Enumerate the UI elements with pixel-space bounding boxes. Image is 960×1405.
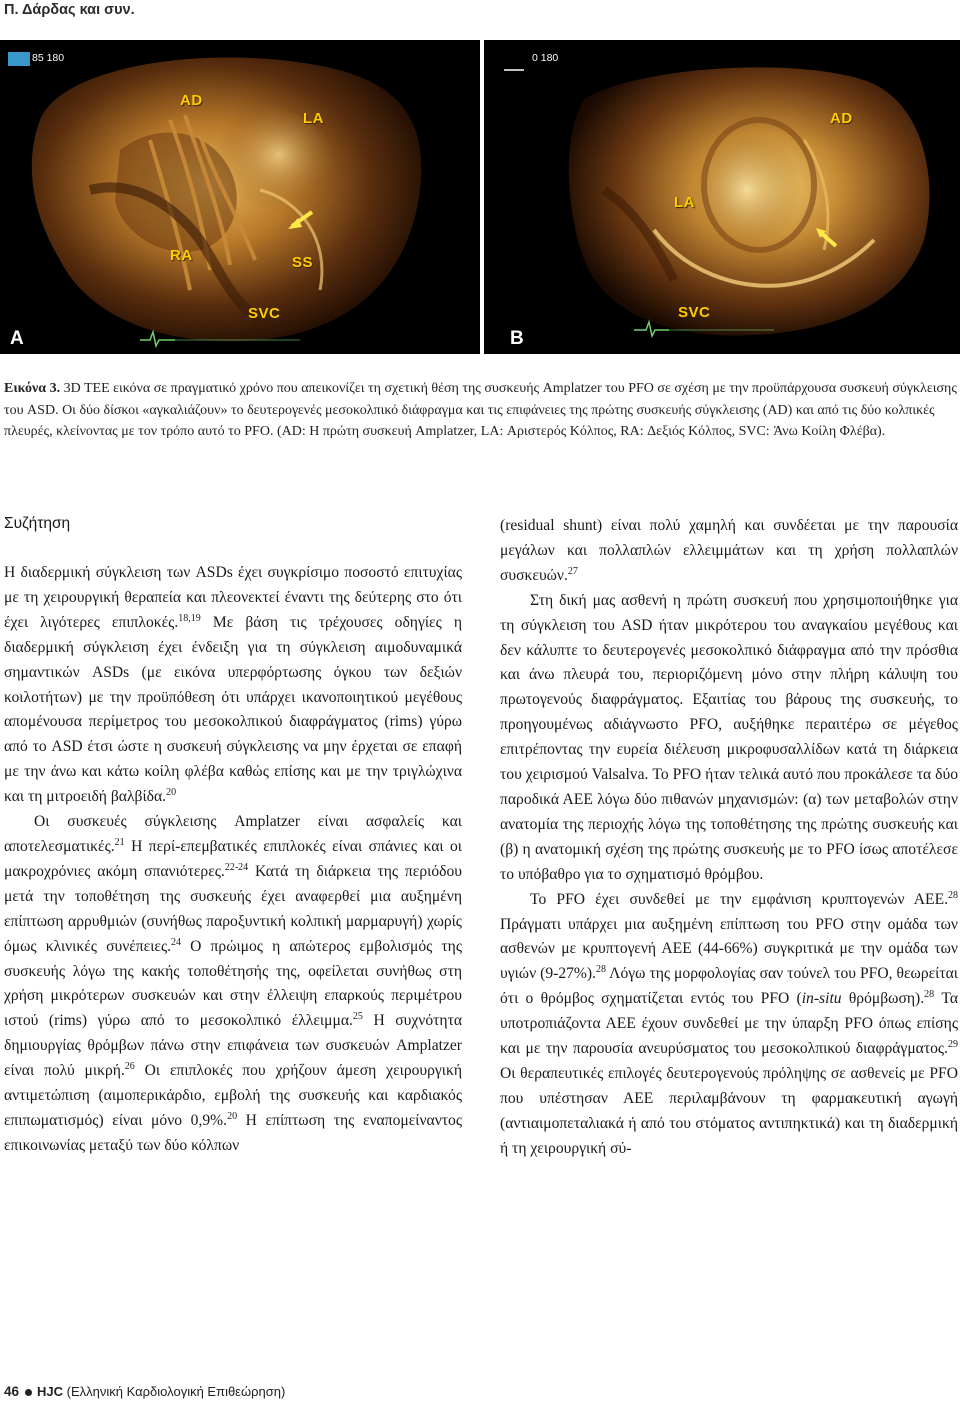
label-ra-a: RA [170, 247, 193, 264]
paragraph [500, 514, 958, 589]
panel-letter-b: B [510, 328, 524, 349]
citation: 28 [948, 889, 958, 901]
citation: 21 [114, 836, 125, 848]
text-run: Στη δική μας ασθενή η πρώτη συσκευή που χρησιμοποιήθηκε για τη σύγκλειση του ASD ήταν μικρότερου του αναγκαίου μεγέθους και δεν κάλυπτε το δευτερογενές μεσοκολπικό διάφραγμα από την πρόσθια και άνω πλευρά του, περιοριζόμενη μόνο στην πλήρη κάλυψη του πρωτογενούς διαφράγματος. Εξαιτίας του βάρους της συσκευής, το προηγουμένως αδιάγνωστο PFO, αυξήθηκε περαιτέρω σε μέγεθος επιτρέποντας την ευρεία διέλευση μικροφυσαλλίδων κατά τη διάρκεια του χειρισμού Valsalva. Το PFO ήταν τελικά αυτό που προκάλεσε τα δύο παροδικά ΑΕΕ λόγω δύο πιθανών μηχανισμών: (α) των μεταβολών στην ανατομία της περιοχής λόγω της τοποθέτησης της πρώτης συσκευής και (β) η ανατομική σχέση της πρώτης συσκευής με το PFO ίσως αποτέλεσε το υπόβαθρο για το σχηματισμό θρόμβου. [500, 591, 958, 883]
right-column [500, 514, 958, 1162]
bullet-dot-icon [25, 1389, 32, 1396]
page-footer [4, 1384, 285, 1399]
scale-readout-a: 85 180 [32, 52, 65, 64]
page-number: 46 [4, 1384, 20, 1399]
caption-label: Εικόνα 3. [4, 381, 61, 396]
text-run: Λόγω της μορφολογίας σαν τούνελ του PFO, θεωρείται ότι ο θρόμβος σχηματίζεται εντός του PFO ( [500, 965, 958, 1008]
label-ss-a: SS [292, 254, 314, 271]
text-run: Η συχνότητα δημιουργίας θρόμβων πάνω στην επιφάνεια των συσκευών Amplatzer είναι πολύ μικρή. [4, 1012, 463, 1080]
paragraph [500, 589, 958, 888]
figure-panel-a [0, 40, 480, 354]
text-run: Πράγματι υπάρχει μια αυξημένη επίπτωση του PFO στην ομάδα των ασθενών με κρυπτογενή ΑΕΕ (44-66%) συγκριτικά με την ομάδα των υγιών (9-27%). [500, 915, 958, 983]
text-run: Η περί-επεμβατικές επιπλοκές είναι σπάνιες και οι μακροχρόνιες ακόμη σπανιότερες. [4, 837, 462, 880]
text-run: Κατά τη διάρκεια της περιόδου μετά την τοποθέτηση της συσκευής έχει αναφερθεί μια αυξημένη επίπτωση αρρυθμιών (συνήθως παροξυντική κολπική μαρμαρυγή) χωρίς όμως κλινικές συνέπειες. [4, 862, 462, 955]
citation: 27 [567, 565, 578, 577]
citation: 29 [948, 1039, 958, 1051]
label-ad-b: AD [830, 110, 853, 127]
text-run: Τα υποτροπιάζοντα ΑΕΕ έχουν συνδεθεί με την ύπαρξη PFO όπως επίσης και με την παρουσία ανευρύσματος του μεσοκολπικού διαφράγματος. [500, 990, 958, 1058]
journal-name: (Ελληνική Καρδιολογική Επιθεώρηση) [66, 1384, 286, 1399]
citation: 20 [166, 787, 177, 799]
echo-figure [0, 40, 960, 354]
paragraph [4, 810, 462, 1159]
caption-text: 3D TEE εικόνα σε πραγματικό χρόνο που απεικονίζει τη σχετική θέση της συσκευής Amplatzer του PFO σε σχέση με την προϋπάρχουσα συσκευή σύγκλεισης του ASD. Οι δύο δίσκοι «αγκαλιάζουν» το δευτερογενές μεσοκολπικό διάφραγμα και τις επιφάνειες της πρώτης συσκευής σύγκλεισης (AD) και από τις δύο κολπικές πλευρές, κλείνοντας με τον τρόπο αυτό το PFO. (AD: Η πρώτη συσκευή Amplatzer, LA: Αριστερός Κόλπος, RA: Δεξιός Κόλπος, SVC: Άνω Κοίλη Φλέβα). [4, 381, 957, 439]
left-column [4, 512, 462, 1159]
citation: 18,19 [178, 612, 201, 624]
label-svc-a: SVC [248, 305, 281, 322]
text-run: (residual shunt) είναι πολύ χαμηλή και συνδέεται με την παρουσία μεγάλων και πολλαπλών ελλειμμάτων και τη χρήση πολλαπλών συσκευών. [500, 517, 958, 584]
text-run: Οι επιπλοκές που χρήζουν άμεση χειρουργική αντιμετώπιση (αιμοπερικάρδιο, εμβολή της συσκευής και καρδιακός επιπωματισμός) είναι μόνο 0,9%. [4, 1062, 462, 1129]
citation: 20 [227, 1110, 238, 1122]
citation: 26 [124, 1061, 135, 1073]
section-heading: Συζήτηση [4, 515, 71, 532]
journal-abbrev: HJC [37, 1384, 64, 1399]
label-la-a: LA [303, 110, 324, 127]
citation: 28 [924, 989, 935, 1001]
citation: 28 [596, 964, 606, 976]
text-run: Οι θεραπευτικές επιλογές δευτερογενούς πρόληψης σε ασθενείς με PFO που υπέστησαν ΑΕΕ περιλαμβάνουν τη φαρμακευτική αγωγή (αντιαιμοπεταλιακά ή από του στόματος αντιπηκτικά) και τη διαδερμική ή τη χειρουργική σύ- [500, 1064, 958, 1157]
text-run: θρόμβωση). [841, 990, 925, 1008]
echo-image-b [484, 40, 960, 354]
text-run: Η επίπτωση της εναπομείναντος επικοινωνίας μεταξύ των δύο κόλπων [4, 1111, 462, 1154]
label-ad-a: AD [180, 92, 203, 109]
label-la-b: LA [674, 194, 695, 211]
citation: 22-24 [224, 861, 249, 873]
panel-letter-a: A [10, 328, 24, 349]
figure-caption [4, 378, 958, 443]
text-run: Οι συσκευές σύγκλεισης Amplatzer είναι ασφαλείς και αποτελεσματικές. [4, 813, 462, 855]
citation: 25 [352, 1011, 363, 1023]
paragraph [500, 888, 958, 1162]
text-run: Ο πρώιμος η απώτερος εμβολισμός της συσκευής λόγω της κακής τοποθέτησής της, οφείλεται συνήθως στη χρήση μικρότερων συσκευών και στην έλλειψη επαρκούς περιμέτρου ιστού (rims) γύρω από το μεσοκολπικό έλλειμμα. [4, 937, 463, 1030]
figure-panel-b [484, 40, 960, 354]
text-run: Η διαδερμική σύγκλειση των ASDs έχει συγκρίσιμο ποσοστό επιτυχίας με τη χειρουργική θεραπεία και πλεονεκτεί έναντι της δεύτερης στο ότι έχει λιγότερες επιπλοκές. [4, 564, 462, 631]
echo-image-a [0, 40, 480, 354]
text-run: Με βάση τις τρέχουσες οδηγίες η διαδερμική σύγκλειση έχει ένδειξη για τη σύγκλειση αιμοδυναμικά σημαντικών ASDs (με εικόνα υπερφόρτωσης όγκου των δεξιών κοιλοτήτων) με την προϋπόθεση ότι υπάρχει ικανοποιητικού μεγέθους απομένουσα περίμετρος του μεσοκολπικού διαφράγματος (rims) γύρω από το ASD έτσι ώστε η συσκευή σύγκλεισης να μην έρχεται σε επαφή με την άνω και κάτω κοίλη φλέβα καθώς επίσης και με την τριγλώχινα και τη μιτροειδή βαλβίδα. [4, 613, 462, 806]
scale-readout-b: 0 180 [532, 52, 559, 64]
label-svc-b: SVC [678, 304, 711, 321]
citation: 24 [171, 936, 182, 948]
running-title: Π. Δάρδας και συν. [4, 2, 135, 18]
paragraph [4, 561, 462, 810]
italic-term: in-situ [801, 990, 842, 1008]
text-run: Το PFO έχει συνδεθεί με την εμφάνιση κρυπτογενών ΑΕΕ. [530, 890, 948, 908]
